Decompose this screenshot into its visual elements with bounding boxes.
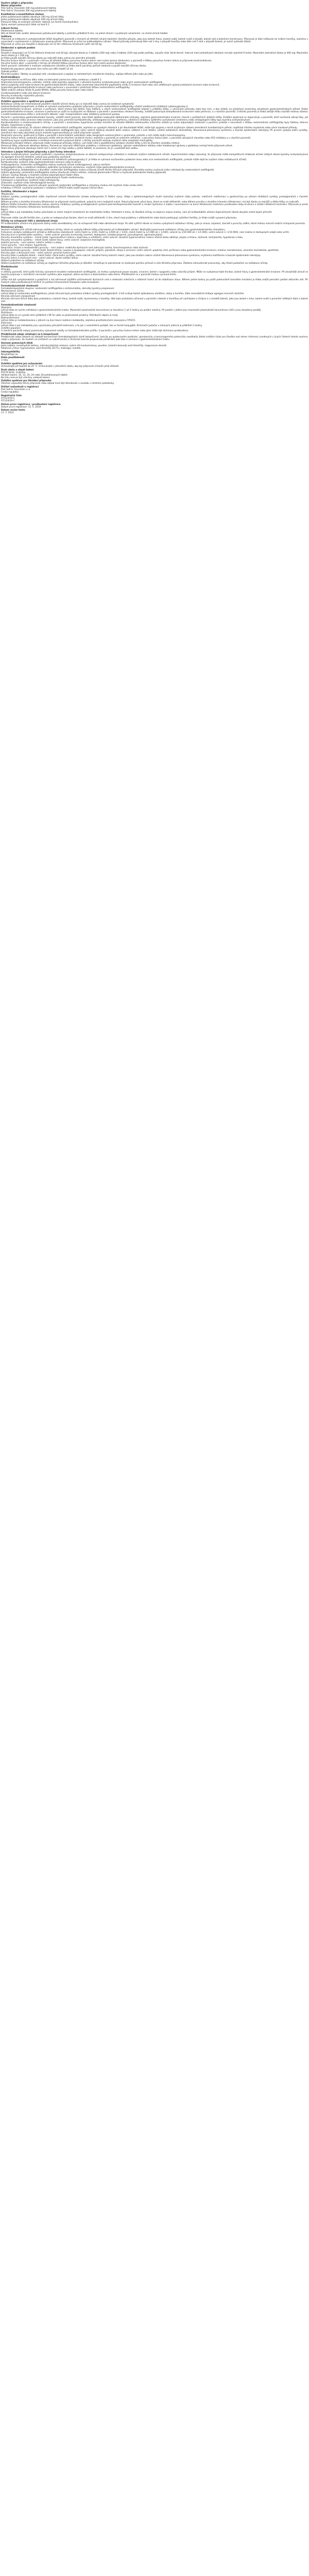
section-body: Kyselina acetylsalicylová: současné podávání s kyselinou acetylsalicylovou se obecně nedoporučuje vzhledem k možnosti zvýšení nežádoucích účinků. Experimentální údaje naznačují, že přípravek může kompetitivně inhibovat účinek nízkých dávek kyseliny acetylsalicylové na agregaci krevních destiček, pokud jsou podávány současně. Jiná nesteroidní antiflogistika včetně selektivních inhibitorů cyklooxygenázy-2: je třeba se vyhnout současnému podávání dvou nebo více nesteroidních antiflogistik, protože může dojít ke zvýšení rizika nežádoucích účinků. Kortikosteroidy: zvýšené riziko gastrointestinální ulcerace nebo krvácení. Antikoagulancia: nesteroidní antiflogistika mohou zvyšovat účinek antikoagulancií, jako je warfarin. Antiagregační látky a selektivní inhibitory zpětného vychytávání serotoninu: zvýšené riziko gastrointestinálního krvácení. Antihypertenziva, betablokátory a diuretika: nesteroidní antiflogistika mohou snižovat účinek těchto léčivých přípravků. Diuretika mohou zvyšovat riziko nefrotoxicity nesteroidních antiflogistik. Srdeční glykosidy: nesteroidní antiflogistika mohou zhoršovat srdeční selhání, snižovat glomerulární filtraci a zvyšovat plazmatické hladiny glykosidů. Lithium: existují důkazy o možném zvýšení plazmatických hladin lithia. Methotrexát: existuje možnost zvýšení plazmatických hladin methotrexátu. Ciklosporin a takrolimus: zvýšené riziko nefrotoxicity. Zidovudin: zvýšené riziko hematologické toxicity. Chinolonová antibiotika: pacienti užívající současně nesteroidní antiflogistika a chinolony mohou mít zvýšené riziko vzniku křečí. Inhibitory CYP2C9: současné podávání s inhibitory CYP2C9 může zvýšit expozici léčivé látce. [1,153,308,190]
section-heading: Název přípravku [1,5,22,8]
document-section [1,304,308,333]
document-section [1,380,308,385]
section-body: Absorpce Léčivá látka se rychle vstřebává z gastrointestinálního traktu. Maximální plazmatické koncentrace je dosaženo 1 až 2 hodiny po podání nalačno. Při podání s jídlem jsou maximální plazmatické koncentrace nižší a jsou dosaženy později. Distribuce Léčivá látka se ve vysoké míře (přibližně z 99 %) váže na plazmatické proteiny. Distribuční objem je malý. Biotransformace Léčivá látka je metabolizována v játrech na dva hlavní inaktivní metabolity, zejména prostřednictvím izoenzymu CYP2C9. Eliminace Léčivá látka a její metabolity jsou vylučovány převážně ledvinami, a to jak v nezměněné podobě, tak ve formě konjugátů. Eliminační poločas u zdravých jedinců je přibližně 2 hodiny. Zvláštní populace U starších pacientů nebyly pozorovány významné rozdíly ve farmakokinetickém profilu. U pacientů s poruchou funkce ledvin nebo jater může být eliminace prodloužena. [1,307,262,333]
document-section [1,36,308,46]
document-section [1,266,308,284]
section-body: Těhotenství Inhibice syntézy prostaglandinů může nepříznivě ovlivnit těhotenství a/nebo embryonální či fetální vývoj. Údaje z epidemiologických studií naznačují zvýšené riziko potratu, srdečních malformací a gastroschízy po užívání inhibitorů syntézy prostaglandinů v časném těhotenství. Během prvního a druhého trimestru těhotenství se přípravek nemá podávat, pokud to není nezbytně nutné. Pokud přípravek užívá žena, která se snaží otěhotnět, nebo během prvního a druhého trimestru těhotenství, má být dávka co nejnižší a délka léčby co nejkratší. Během třetího trimestru těhotenství mohou všechny inhibitory syntézy prostaglandinů vystavit plod kardiopulmonální toxicitě a renální dysfunkci a matku i novorozence na konci těhotenství možnému prodloužení doby krvácení a inhibici děložních kontrakcí. Přípravek je proto během třetího trimestru těhotenství kontraindikován. Kojení Léčivá látka a její metabolity mohou přecházet ve velmi malých množstvích do mateřského mléka. Vzhledem k tomu, že škodlivé účinky na kojence nejsou známy, není při krátkodobém užívání doporučených dávek obvykle nutné kojení přerušit. Fertilita Přípravek může narušit fertilitu žen, a proto se nedoporučuje ženám, které se snaží otěhotnět. U žen, které mají problémy s otěhotněním nebo které podstupují vyšetření fertility, je třeba zvážit vysazení přípravku. [1,193,308,219]
section-heading: Farmakokinetické vlastnosti [1,303,37,307]
section-heading: Inkompatibility [1,350,20,353]
section-heading: Účinky na schopnost řídit a obsluhovat stroje [1,220,58,223]
section-body: Jádro tablety: monohydrát laktosy, mikrokrystalická celulosa, sodná sůl kroskarmelosy, povidon, koloidní bezvodý oxid křemičitý, magnesium-stearát. Potahová vrstva: hypromelosa, oxid titaničitý (E171), makrogol, mastek. [1,344,167,350]
section-heading: Dávkování a způsob podání [1,47,36,50]
section-heading: Zvláštní upozornění a opatření pro použití [1,100,54,104]
section-body: Uchovávejte při teplotě do 25 °C. Uchovávejte v původním obalu, aby byl přípravek chráněn před vlhkostí. [1,365,119,368]
document-section [1,409,308,414]
section-heading: Interakce s jinými léčivými přípravky a jiné formy interakce [1,150,76,154]
document-section [1,100,308,150]
document-section [1,47,308,76]
section-body: Hypersenzitivita na léčivou látku nebo na kteroukoli pomocnou látku uvedenou v bodě 6.1. Anamnéza bronchospasmu, astmatu, rinitidy nebo kopřivky spojených s užíváním kyseliny acetylsalicylové nebo jiných nesteroidních antiflogistik. Aktivní peptický vřed nebo krvácení do gastrointestinálního traktu, nebo anamnéza rekurentního peptického vředu či krvácení (dvě nebo více oddělených epizod prokázané ulcerace nebo krvácení). Anamnéza gastrointestinálního krvácení nebo perforace v souvislosti s předchozí léčbou nesteroidními antiflogistiky. Těžké srdeční selhání (třída IV podle NYHA), těžká porucha funkce jater nebo ledvin. Cerebrovaskulární nebo jiné aktivní krvácení. Poruchy krvetvorby nejasného původu. Třetí trimestr těhotenství. [1,79,220,100]
section-heading: Předávkování [1,266,18,269]
section-body: Datum první registrace: 15. 5. 2019 [1,405,41,409]
document-section [1,5,308,12]
document-section [1,386,308,394]
section-heading: Farmakodynamické vlastnosti [1,285,39,288]
section-body: Nežádoucí účinky lze minimalizovat použitím nejnižší účinné dávky po co nejkratší dobu nutnou ke zvládnutí symptomů. Gastrointestinální bezpečnost: je třeba se vyhnout současnému podávání přípravku s jinými nesteroidními antiflogistiky včetně selektivních inhibitorů cyklooxygenázy-2. Gastrointestinální krvácení, ulcerace a perforace, které mohou být fatální, byly hlášeny u všech nesteroidních antiflogistik kdykoli v průběhu léčby, s varovnými příznaky nebo bez nich, a bez ohledu na předchozí anamnézu závažných gastrointestinálních příhod. Riziko gastrointestinálního krvácení, ulcerace a perforace je vyšší se zvyšujícími se dávkami u pacientů s anamnézou vředové choroby, zvláště pokud byla komplikována krvácením nebo perforací, a u starších pacientů. U těchto pacientů je třeba zahájit léčbu nejnižší možnou dávkou a zvážit kombinovanou léčbu s ochrannými látkami, např. misoprostolem nebo inhibitory protonové pumpy. Pacienti s anamnézou gastrointestinální toxicity, zvláště starší pacienti, mají hlásit jakékoli neobvyklé abdominální příznaky, zejména gastrointestinální krvácení, hlavně v počátečních stádiích léčby. Zvláštní opatrnost se doporučuje u pacientů, kteří současně užívají léky, jež mohou zvyšovat riziko ulcerace nebo krvácení, jako jsou perorální kortikosteroidy, antikoagulancia typu warfarinu, selektivní inhibitory zpětného vychytávání serotoninu nebo antiagregační látky typu kyseliny acetylsalicylové. Kardiovaskulární a cerebrovaskulární účinky: u pacientů s anamnézou hypertenze a/nebo mírného až středně těžkého městnavého srdečního selhání je nutné odpovídající sledování a poučení, protože v souvislosti s léčbou nesteroidními antiflogistiky byly hlášeny retence tekutin, hypertenze a otoky. Klinické studie naznačují, že užívání některých nesteroidních antiflogistik, zejména ve vysokých dávkách a při dlouhodobé léčbě, může být spojeno s mírně zvýšeným rizikem arteriálních trombotických příhod, například infarktu myokardu nebo cévní mozkové příhody. Kožní reakce: v souvislosti s užíváním nesteroidních antiflogistik byly velmi vzácně hlášeny závažné kožní reakce, některé z nich fatální, včetně exfoliativní dermatitidy, Stevensova-Johnsonova syndromu a toxické epidermální nekrolýzy. Při prvním výskytu kožní vyrážky, slizničních lézí nebo jakýchkoli jiných známek hypersenzitivity je nutné přípravek vysadit. Respirační poruchy: opatrnosti je třeba u pacientů s bronchiálním astmatem nebo alergickým onemocněním v anamnéze, protože u nich může dojít k bronchospasmu. Porucha funkce ledvin: podávání přípravku může vést ke zhoršení renálních funkcí, zejména u pacientů se srdečním selháním, s poruchou funkce jater, u pacientů užívajících diuretika nebo ACE inhibitory a u starších pacientů. Systémový lupus erythematodes a smíšená onemocnění pojivové tkáně: u těchto pacientů existuje zvýšené riziko aseptické meningitidy. Maskování příznaků infekce: přípravek může maskovat příznaky infekce, což může vést k opožděnému zahájení vhodné léčby a tím ke zhoršení výsledku infekce. Pomocné látky: přípravek obsahuje laktosu. Pacienti se vzácnými dědičnými problémy s intolerancí galaktosy, úplným nedostatkem laktázy nebo malabsorpcí glukosy a galaktosy nemají tento přípravek užívat. Tento léčivý přípravek obsahuje méně než 1 mmol (23 mg) sodíku v jedné tabletě, to znamená, že je v podstatě bez sodíku. [1,103,308,150]
document-section [1,395,308,402]
section-body: Seznam nežádoucích účinků zahrnuje nežádoucí účinky, které se vyskytly během léčby přípravkem při krátkodobém užívání. Nejčastěji pozorované nežádoucí účinky jsou gastrointestinálního charakteru. Frekvence výskytu nežádoucích účinků je definována následovně: velmi časté (≥ 1/10), časté (≥ 1/100 až < 1/10), méně časté (≥ 1/1 000 až < 1/100), vzácné (≥ 1/10 000 až < 1/1 000), velmi vzácné (< 1/10 000), není známo (z dostupných údajů nelze určit). Poruchy krve a lymfatického systému – velmi vzácné: poruchy krvetvorby (anemie, leukopenie, trombocytopenie, pancytopenie, agranulocytóza). Poruchy imunitního systému – méně časté: hypersenzitivní reakce s kopřivkou a svěděním; velmi vzácné: závažné hypersenzitivní reakce včetně otoku obličeje, jazyka a hrtanu, dušnosti, tachykardie, hypotenze a šoku. Poruchy nervového systému – méně časté: bolest hlavy; velmi vzácné: aseptická meningitida. Srdeční poruchy – není známo: srdeční selhání a otoky. Cévní poruchy – není známo: hypertenze. Respirační, hrudní a mediastinální poruchy – není známo: reaktivita dýchacích cest zahrnující astma, bronchospasmus nebo dušnost. Gastrointestinální poruchy – méně časté: bolest břicha, nauzea a dyspepsie; vzácné: průjem, plynatost, zácpa a zvracení; velmi vzácné: peptický vřed, perforace nebo gastrointestinální krvácení, meléna, hematemeza, ulcerózní stomatitida, gastritida. Poruchy jater a žlučových cest – velmi vzácné: porucha funkce jater. Poruchy kůže a podkožní tkáně – méně časté: různé kožní vyrážky; velmi vzácné: závažné formy kožních reakcí, jako jsou bulózní reakce včetně Stevensova-Johnsonova syndromu, erythema multiforme a toxické epidermální nekrolýzy. Poruchy ledvin a močových cest – velmi vzácné: akutní selhání ledvin. Hlášení podezření na nežádoucí účinky Hlášení podezření na nežádoucí účinky po registraci léčivého přípravku je důležité. Umožňuje to pokračovat ve sledování poměru přínosů a rizik léčivého přípravku. Žádáme zdravotnické pracovníky, aby hlásili podezření na nežádoucí účinky. [1,228,290,265]
section-heading: Fertilita, těhotenství a kojení [1,191,38,194]
document-section [1,151,308,190]
document-title: Souhrn údajů o přípravku [1,2,33,5]
section-heading: Kvalitativní a kvantitativní složení [1,13,44,16]
section-body: Všechen nepoužitý léčivý přípravek nebo odpad musí být zlikvidován v souladu s místními požadavky. [1,382,114,385]
section-heading: Zvláštní opatření pro likvidaci přípravku [1,380,52,383]
section-body: Pink Salt & Chocolate 100 mg potahované tablety Pink Salt & Chocolate 200 mg potahované tablety [1,7,57,13]
section-heading: Léková forma [1,27,18,30]
section-body: Příznaky U většiny pacientů, kteří požili klinicky významné množství nesteroidních antiflogistik, se mohou vyskytnout pouze nauzea, zvracení, bolest v epigastriu nebo vzácněji průjem. Může se vyskytnout také tinnitus, bolest hlavy a gastrointestinální krvácení. Při závažnější otravě se toxicita projevuje v centrálním nervovém systému jako ospalost, občas excitace a dezorientace nebo kóma. Příležitostně se u pacientů mohou vyvinout křeče. Léčba Léčba má být symptomatická a podpůrná a má zahrnovat zajištění průchodnosti dýchacích cest a sledování srdečních a vitálních funkcí až do stabilizace stavu. Během jedné hodiny po požití potenciálně toxického množství je třeba zvážit perorální podání aktivního uhlí. Při častých nebo prodloužených křečích se podává intravenózně diazepam nebo lorazepam. [1,268,308,284]
document-sections [1,5,308,414]
section-body: Dávkování Dospělí a dospívající od 12 let (tělesná hmotnost nad 40 kg): obvyklá dávka je 1 tableta (200 mg) nebo 2 tablety (100 mg) podle potřeby, nejvýše však 3krát denně. Interval mezi jednotlivými dávkami má být nejméně 6 hodin. Maximální jednotlivá dávka je 400 mg. Maximální denní dávka je 1 200 mg. Je třeba použít nejnižší účinnou dávku po nejkratší dobu nutnou ke zmírnění příznaků. Porucha funkce ledvin: u pacientů s mírnou až středně těžkou poruchou funkce ledvin není nutná úprava dávkování; u pacientů s těžkou poruchou funkce ledvin je přípravek kontraindikován. Porucha funkce jater: u pacientů s mírnou až středně těžkou poruchou funkce jater není nutná úprava dávkování. Starší pacienti: vzhledem k možným nežádoucím účinkům je třeba starší pacienty pečlivě sledovat a použít nejnižší účinnou dávku. Pediatrická populace: přípravek není určen pro děti mladší 12 let. Způsob podání Perorální podání. Tablety se polykají celé, nerozkousané a zapíjejí se dostatečným množstvím tekutiny, nejlépe během jídla nebo po jídle. [1,49,308,76]
section-heading: Datum první registrace / prodloužení registrace [1,403,61,406]
section-heading: Indikace [1,36,12,39]
document-section [1,369,308,379]
document-page [0,0,309,414]
section-heading: Doba použitelnosti [1,357,25,360]
document-section [1,13,308,26]
section-heading: Držitel rozhodnutí o registraci [1,386,39,389]
section-body: Pink Salt & Chocolate s.r.o. Česká republika [1,388,31,394]
section-body: 3 roky. [1,359,9,362]
section-body: Farmakoterapeutická skupina: nesteroidní antiflogistika a antirevmatika, deriváty kyseliny propionové. Mechanismus účinku Léčivá látka je nesteroidní antiflogistikum, jehož účinnost byla prokázána inhibicí syntézy prostaglandinů. U lidí snižuje bolest způsobenou zánětem, otoky a horečku. Dále reverzibilně inhibuje agregaci krevních destiček. Klinická účinnost a bezpečnost Klinická účinnost léčivé látky byla prokázána u bolesti hlavy, bolesti zubů, dysmenorey a horečky; dále byla prokázána účinnost u pacientů s bolestí a horečkou při nachlazení a chřipce a u modelů bolesti, jako jsou bolest v krku, bolest svalů a poranění měkkých tkání a bolest zad. [1,287,308,303]
section-heading: Kontraindikace [1,76,20,79]
section-heading: Seznam pomocných látek [1,342,33,345]
section-body: Jedna potahovaná tableta obsahuje 100 mg účinné látky. Jedna potahovaná tableta obsahuje 200 mg účinné látky. Pomocné látky se známým účinkem: laktosa (ve formě monohydrátu). Úplný seznam pomocných látek viz bod 6.1. [1,15,79,26]
section-body: Přípravek je indikován k symptomatické léčbě dospělých pacientů s mírnými až středně silnými bolestmi různého původu, jako jsou bolesti hlavy, bolesti zubů, bolesti svalů a kloubů, bolesti zad a bolestivá menstruace. Přípravek je dále indikován ke snížení horečky, zejména v souvislosti s nachlazením a chřipkovým onemocněním. Přípravek je určen ke krátkodobému užívání. Pokud příznaky přetrvávají déle než 3 dny v případě horečky nebo déle než 5 dnů v případě bolesti, je nutné vyhledat lékaře. Přípravek je určen pro dospělé a dospívající od 12 let s tělesnou hmotností vyšší než 40 kg. [1,38,308,46]
document-section [1,226,308,265]
section-heading: Druh obalu a obsah balení [1,368,34,371]
section-body: 07/123/19-C 07/124/19-C [1,397,15,402]
section-heading: Nežádoucí účinky [1,226,23,229]
section-body: Předklinické údaje získané na základě konvenčních farmakologických studií bezpečnosti, toxicity po opakovaném podávání, genotoxicity a kancerogenního potenciálu neodhalily žádné zvláštní riziko pro člověka nad rámec informací uvedených v jiných částech tohoto souhrnu údajů o přípravku. Ve studiích na zvířatech se subchronická a chronická toxicita projevovala především jako léze a ulcerace v gastrointestinálním traktu. [1,336,308,342]
section-body: Při krátkodobém užívání má přípravek žádný nebo zanedbatelný vliv na schopnost řídit nebo obsluhovat stroje. Po užití vyšších dávek se mohou vyskytnout nežádoucí účinky, jako je únava, ospalost, závratě a poruchy vidění, které mohou ovlivnit reakční schopnost pacienta. [1,223,306,226]
document-section [1,191,308,219]
section-heading: Předklinické údaje vztahující se k bezpečnosti [1,333,59,336]
document-section [1,27,308,35]
document-section [1,351,308,356]
section-heading: Registrační číslo [1,394,22,397]
section-body: 11. 2. 2023 [1,412,14,415]
document-section [1,220,308,225]
document-section [1,403,308,409]
document-section [1,76,308,99]
section-body: PVC/Al blistr, krabička. Velikost balení: 10, 12, 20, 24 nebo 30 potahovaných tablet. Na trhu nemusí být všechny velikosti balení. [1,371,68,379]
document-section [1,333,308,341]
document-section [1,363,308,368]
document-section [1,357,308,362]
section-body: Neuplatňuje se. [1,353,19,356]
section-heading: Datum revize textu [1,409,25,412]
section-heading: Zvláštní opatření pro uchovávání [1,362,43,365]
document-section [1,342,308,350]
document-section [1,285,308,303]
section-body: Potahovaná tableta. Bílé až téměř bílé, kulaté, bikonvexní potahované tablety o průměru přibližně 9 mm, na jedné straně s vyraženým označením, na druhé straně hladké. [1,29,168,35]
